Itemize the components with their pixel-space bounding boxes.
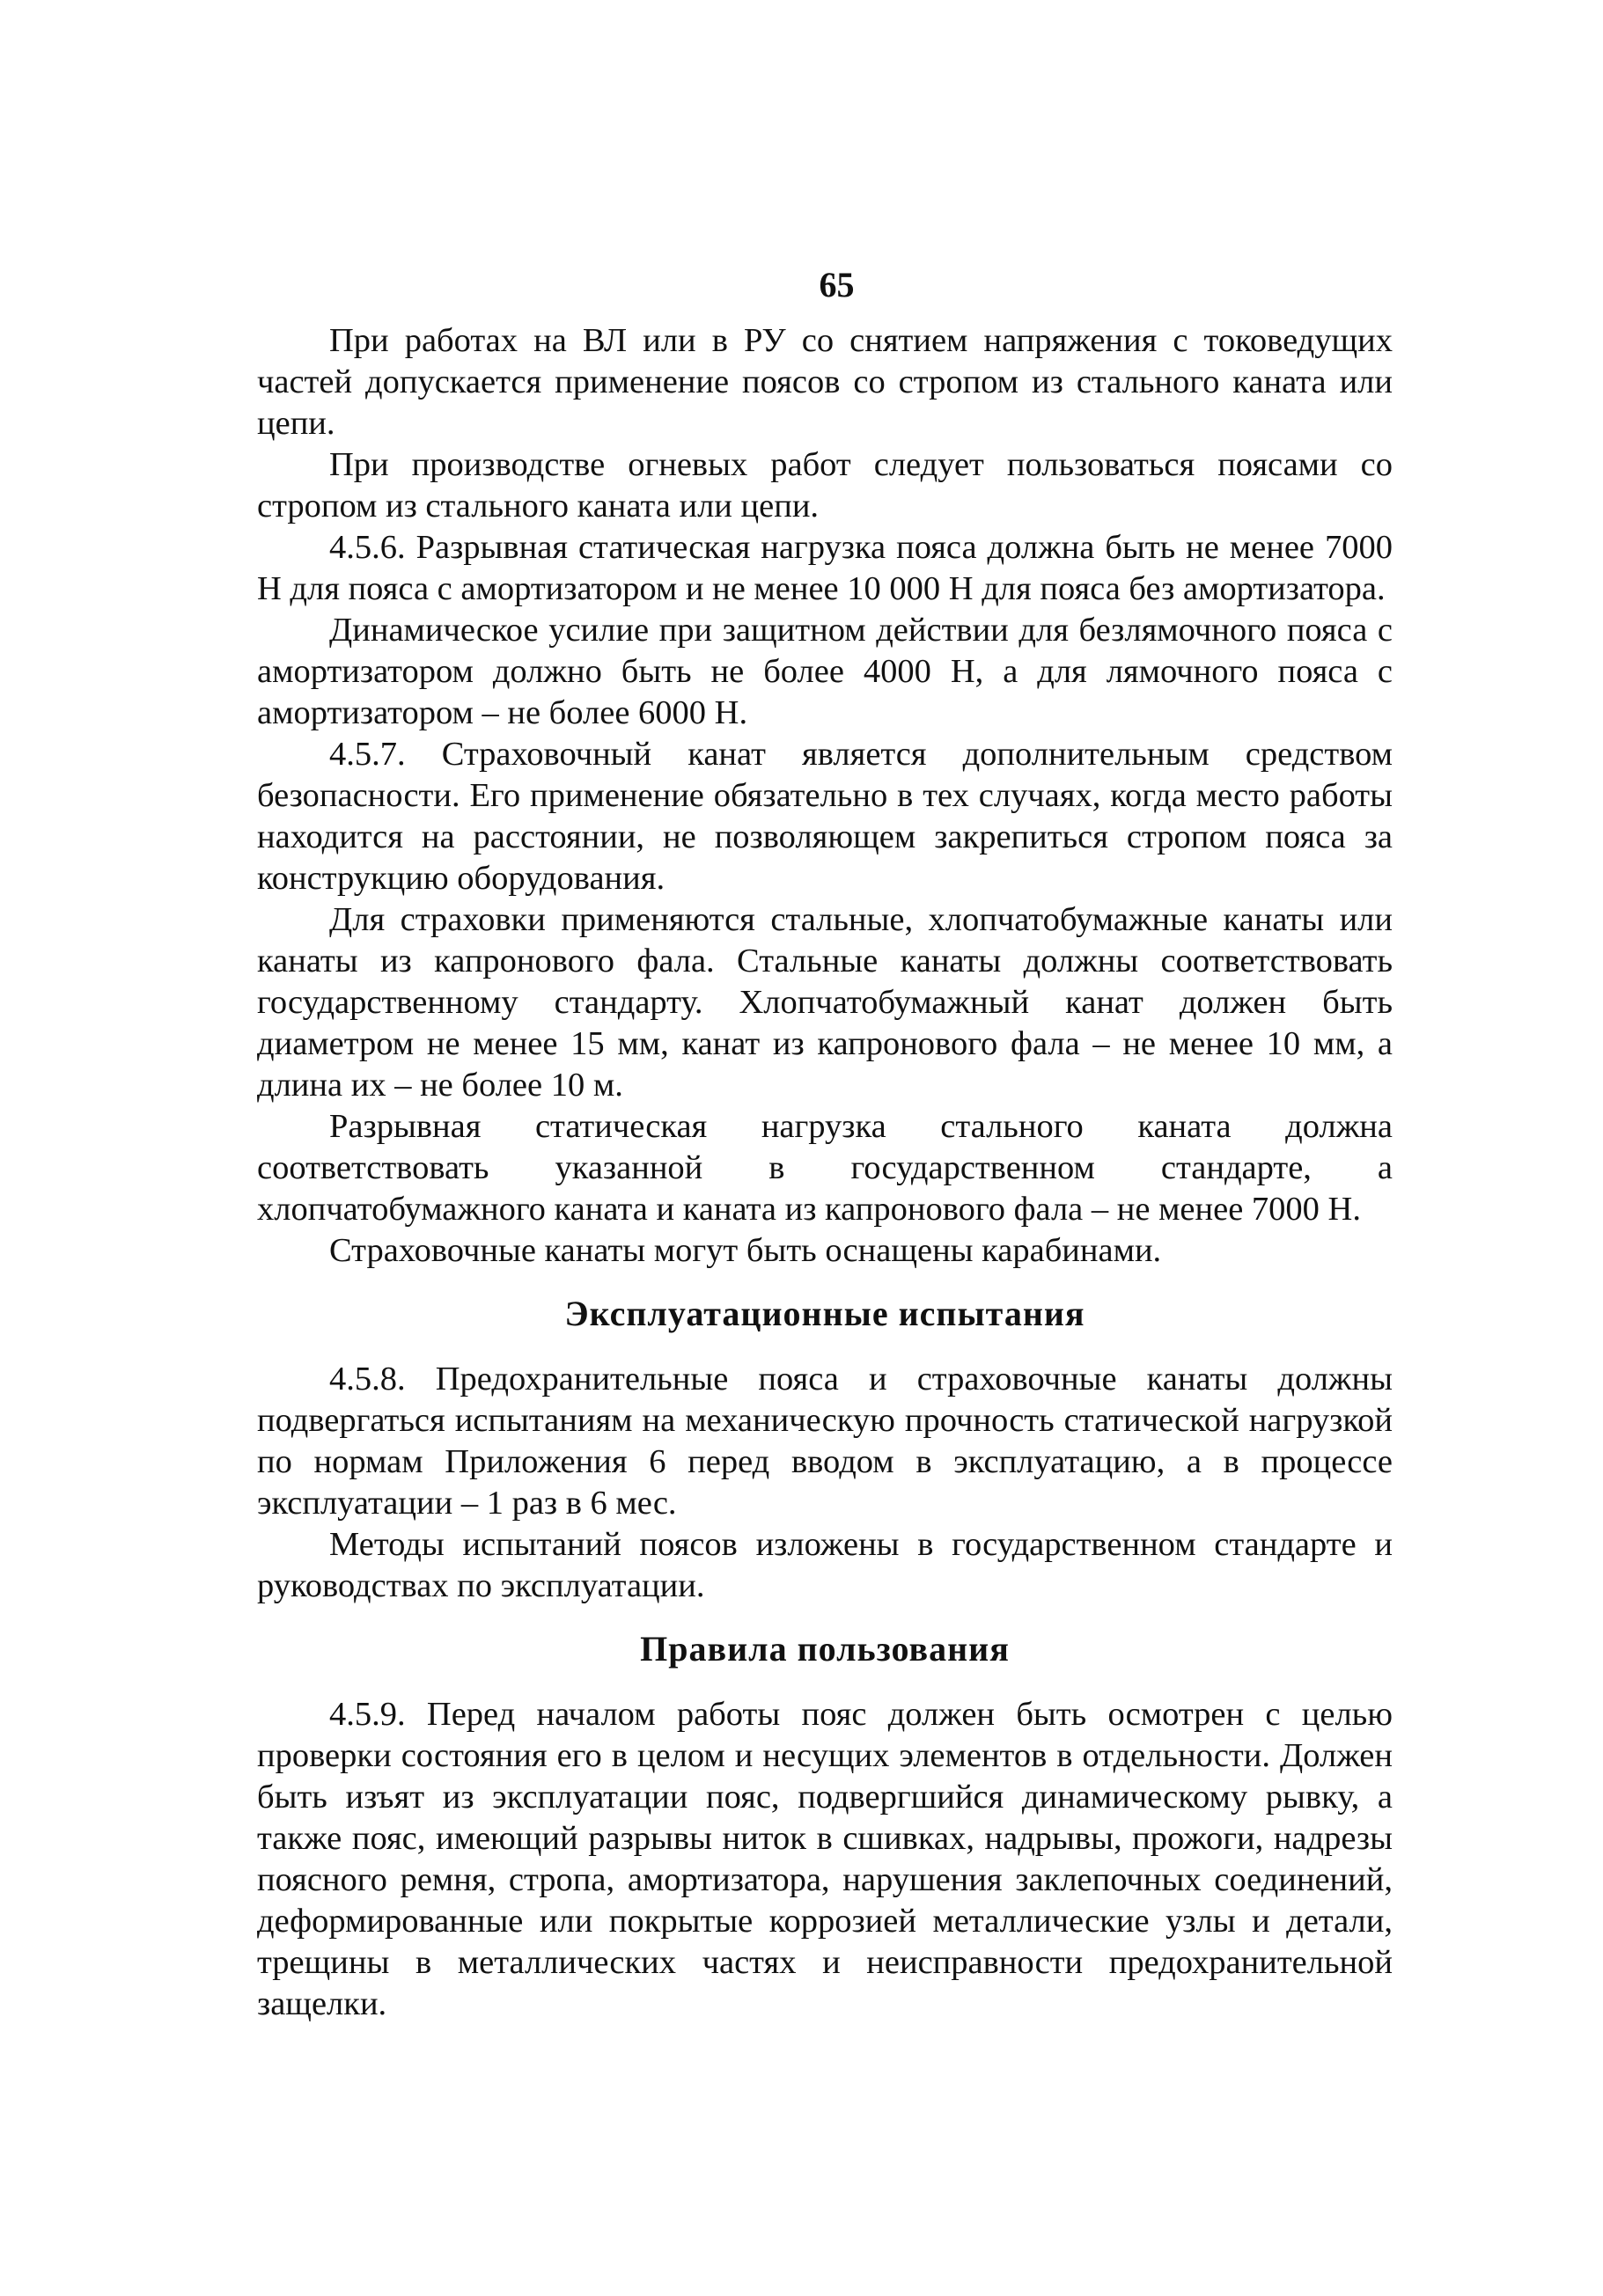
paragraph: 4.5.8. Предохранительные пояса и страховочные канаты должны подвергаться испытаниям на механическую прочность статической нагрузкой по нормам Приложения 6 перед вводом в эксплуатацию, а в процессе эксплуатации – 1 раз в 6 мес. bbox=[257, 1361, 1393, 1522]
paragraph: Динамическое усилие при защитном действии для безлямочного пояса с амортизатором должно быть не более 4000 Н, а для лямочного пояса с амортизатором – не более 6000 Н. bbox=[257, 612, 1393, 731]
paragraph: Страховочные канаты могут быть оснащены карабинами. bbox=[329, 1232, 1162, 1269]
paragraph: При производстве огневых работ следует пользоваться поясами со стропом из стального каната или цепи. bbox=[257, 446, 1393, 524]
section-heading: Правила пользования bbox=[640, 1629, 1010, 1669]
section-heading: Эксплуатационные испытания bbox=[564, 1294, 1085, 1333]
paragraph: Для страховки применяются стальные, хлопчатобумажные канаты или канаты из капронового фала. Стальные канаты должны соответствовать государственному стандарту. Хлопчатобумажный канат должен быть диаметром не менее 15 мм, канат из капронового фала – не менее 10 мм, а длина их – не более 10 м. bbox=[257, 901, 1393, 1104]
paragraph: При работах на ВЛ или в РУ со снятием напряжения с токоведущих частей допускается применение поясов со стропом из стального каната или цепи. bbox=[257, 322, 1393, 442]
page-number: 65 bbox=[819, 265, 855, 304]
body-text bbox=[257, 320, 1393, 2025]
paragraph: Разрывная статическая нагрузка стального каната должна соответствовать указанной в государственном стандарте, а хлопчатобумажного каната и каната из капронового фала – не менее 7000 Н. bbox=[257, 1108, 1393, 1228]
paragraph: 4.5.9. Перед началом работы пояс должен быть осмотрен с целью проверки состояния его в целом и несущих элементов в отдельности. Должен быть изъят из эксплуатации пояс, подвергшийся динамическому рывку, а также пояс, имеющий разрывы ниток в сшивках, надрывы, прожоги, надрезы поясного ремня, стропа, амортизатора, нарушения заклепочных соединений, деформированные или покрытые коррозией металлические узлы и детали, трещины в металлических частях и неисправности предохранительной защелки. bbox=[257, 1696, 1393, 2022]
paragraph: Методы испытаний поясов изложены в государственном стандарте и руководствах по эксплуатации. bbox=[257, 1526, 1393, 1604]
paragraph: 4.5.6. Разрывная статическая нагрузка пояса должна быть не менее 7000 Н для пояса с амортизатором и не менее 10 000 Н для пояса без амортизатора. bbox=[257, 529, 1393, 607]
paragraph: 4.5.7. Страховочный канат является дополнительным средством безопасности. Его применение обязательно в тех случаях, когда место работы находится на расстоянии, не позволяющем закрепиться стропом пояса за конструкцию оборудования. bbox=[257, 736, 1393, 897]
